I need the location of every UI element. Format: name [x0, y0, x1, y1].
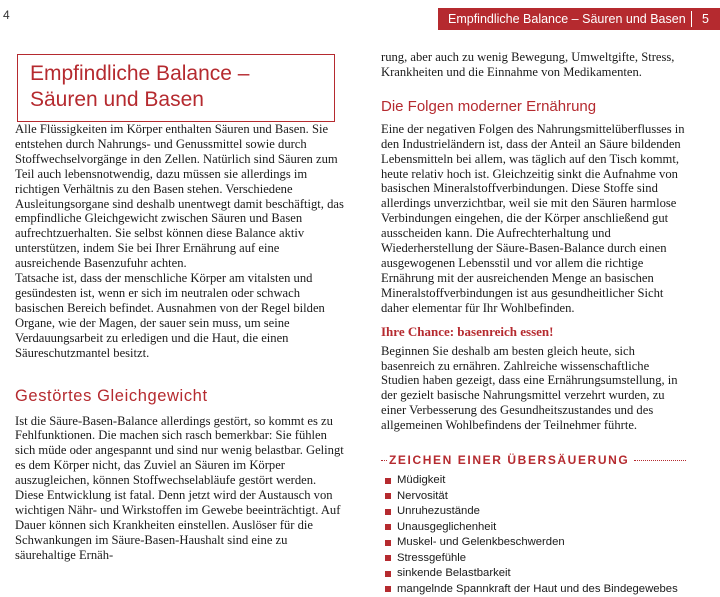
list-item: Stressgefühle	[385, 551, 686, 567]
square-bullet-icon	[385, 555, 391, 561]
header-divider	[691, 11, 692, 27]
list-item: Müdigkeit	[385, 473, 686, 489]
square-bullet-icon	[385, 524, 391, 530]
gleichgewicht-paragraph: Ist die Säure-Basen-Balance allerdings gestört, so kommt es zu Fehlfunktionen. Die machen sich rasch bemerkbar: Sie fühlen sich müde oder angespannt und sind nur wenig belastbar. Gelingt es dem Körper nicht, das Zuviel an Säuren im Körper auszugleichen, können Stoffwechselabläufe gestört werden. Diese Entwicklung ist fatal. Denn jetzt wird der Austausch von wichtigen Nähr- und Wirkstoffen im Gewebe beeinträchtigt. Auf Dauer können sich Krankheiten einstellen. Auslöser für die Schwankungen im Säure-Basen-Haushalt sind eine zu säurehaltige Ernäh-	[15, 413, 344, 562]
square-bullet-icon	[385, 540, 391, 546]
list-item: Nervosität	[385, 489, 686, 505]
right-page-column	[381, 50, 686, 597]
symptom-box-heading	[381, 453, 686, 467]
heading-rule-right	[634, 460, 686, 461]
square-bullet-icon	[385, 493, 391, 499]
page-number-left: 4	[3, 8, 10, 22]
list-item: Unausgeglichenheit	[385, 520, 686, 536]
list-item: sinkende Belastbarkeit	[385, 566, 686, 582]
symptom-box-title: ZEICHEN EINER ÜBERSÄUERUNG	[389, 453, 630, 468]
chapter-title: Empfindliche Balance – Säuren und Basen	[30, 62, 250, 111]
list-item: Unruhezustände	[385, 504, 686, 520]
square-bullet-icon	[385, 509, 391, 515]
symptom-list	[381, 473, 686, 597]
square-bullet-icon	[385, 478, 391, 484]
page-number-right: 5	[702, 12, 709, 26]
subheading-chance: Ihre Chance: basenreich essen!	[381, 323, 554, 339]
list-item: mangelnde Spannkraft der Haut und des Bindegewebes	[385, 582, 686, 597]
running-header	[438, 8, 720, 30]
folgen-paragraph: Eine der negativen Folgen des Nahrungsmittelüberflusses in den Industrieländern ist, dass der Anteil an Säure bildenden Lebensmitteln bei allem, was täglich auf den Tisch kommt, heute relativ hoch ist. Gleichzeitig sinkt die Aufnahme von basischen Mineralstoffverbindungen. Diese Stoffe sind allerdings unverzichtbar, weil sie mit den Säuren harmlose Verbindungen eingehen, die der Körper anschließend gut ausscheiden kann. Die Aufrechterhaltung und Wiederherstellung der Säure-Basen-Balance durch einen ausgewogenen Lebensstil und vor allem die richtige Ernährung mit der ausreichenden Menge an basischen Mineralstoffverbindungen ist aus gesundheitlicher Sicht daher elementar für Ihr Wohlbefinden.	[381, 121, 685, 315]
chapter-title-box	[17, 54, 335, 122]
intro-paragraph-2: Tatsache ist, dass der menschliche Körper am vitalsten und gesündesten ist, wenn er sich im neutralen oder schwach basischen Bereich befindet. Ausnahmen von der Regel bilden Organe, wie der Magen, der sauer sein muss, um seine Verdauungsarbeit zu erledigen und die Haut, die einen Säureschutzmantel besitzt.	[15, 271, 325, 360]
continuation-paragraph: rung, aber auch zu wenig Bewegung, Umweltgifte, Stress, Krankheiten und die Einnahme von Medikamenten.	[381, 50, 675, 79]
running-header-title: Empfindliche Balance – Säuren und Basen	[448, 12, 686, 26]
section-heading-folgen: Die Folgen moderner Ernährung	[381, 97, 597, 115]
left-page-column	[15, 54, 345, 563]
square-bullet-icon	[385, 586, 391, 592]
square-bullet-icon	[385, 571, 391, 577]
intro-paragraph: Alle Flüssigkeiten im Körper enthalten Säuren und Basen. Sie entstehen durch Nahrungs- und Genussmittel sowie durch Stoffwechselvorgänge in den Zellen. Natürlich sind Säuren zum Teil auch lebensnotwendig, dazu müssen sie allerdings im richtigen Verhältnis zu den Basen stehen. Verschiedene Ausleitungsorgane sind deshalb unentwegt damit beschäftigt, das empfindliche Gleichgewicht zwischen Säuren und Basen aufrechtzuerhalten. Sie selbst können diese Balance aktiv unterstützen, indem Sie bei Ihrer Ernährung auf eine ausreichende Basenzufuhr achten.	[15, 122, 344, 271]
list-item: Muskel- und Gelenkbeschwerden	[385, 535, 686, 551]
chance-paragraph: Beginnen Sie deshalb am besten gleich heute, sich basenreich zu ernähren. Zahlreiche wissenschaftliche Studien haben gezeigt, dass eine Ernährungsumstellung, in der gezielt basische Nahrungsmittel verzehrt wurden, zu einer Verbesserung des Gesundheitszustandes und des allgemeinen Wohlbefindens der Teilnehmer führte.	[381, 343, 678, 433]
section-heading-gestoertes-gleichgewicht: Gestörtes Gleichgewicht	[15, 386, 208, 405]
